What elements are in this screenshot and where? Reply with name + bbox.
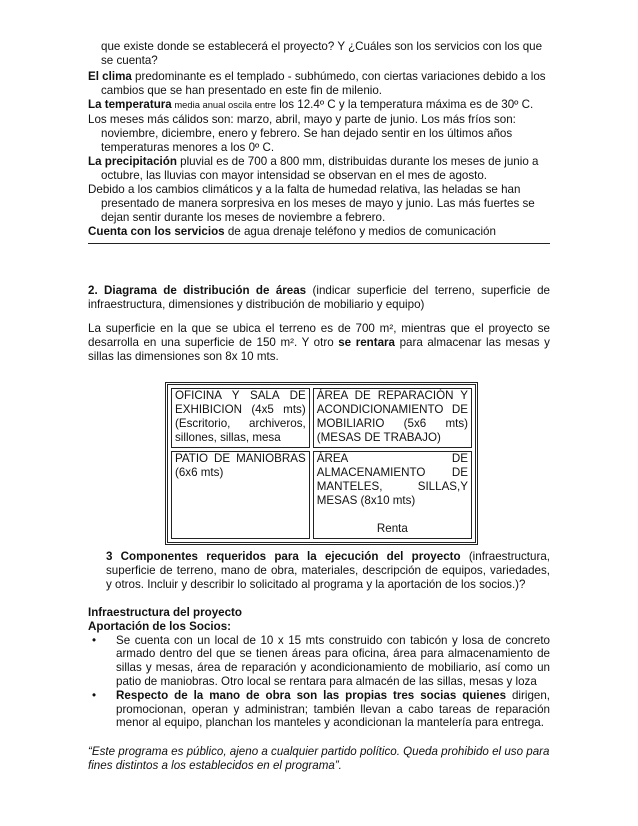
clima-label: El clima (88, 70, 132, 83)
section-3-rest: (infraestructura, superficie de terreno, mano de obra, materiales, descripción de equipos, variedades, y otros. Incluir y describir lo solicitado al programa y la aportación de los socios.)? (106, 550, 551, 591)
aportacion-title: Aportación de los Socios: (88, 619, 232, 633)
temperatura-label: La temperatura (88, 98, 172, 111)
infraestructura-block (88, 606, 550, 730)
meses-paragraph (88, 113, 563, 154)
cell-renta-note: Renta (376, 522, 408, 535)
cell-oficina-text: OFICINA Y SALA DE EXHIBICION (4x5 mts) (Escritorio, archiveros, sillones, sillas, mesa (175, 389, 306, 444)
section-2-title: 2. Diagrama de distribución de áreas (88, 284, 307, 297)
table-row (171, 388, 472, 448)
precipitacion-label: La precipitación (88, 155, 177, 168)
clima-paragraph (88, 70, 563, 98)
cell-reparacion (313, 388, 472, 448)
section-2-paragraph (88, 322, 550, 363)
bullet-icon: • (92, 633, 97, 647)
section-2-para-b: para almacenar las mesas y sillas las dimensiones son 8x 10 mts. (88, 335, 550, 363)
clima-text: predominante es el templado - subhúmedo, con ciertas variaciones debido a los cambios que se han presentado en este fin de milenio. (101, 70, 546, 97)
footer-text: “Este programa es público, ajeno a cualquier partido político. Queda prohibido el uso para fines distintos a los establecidos en el programa”. (88, 745, 550, 772)
list-item (88, 689, 550, 730)
precipitacion-text: pluvial es de 700 a 800 mm, distribuidas durante los meses de junio a octubre, las lluvias con mayor intensidad se observan en el mes de agosto. (101, 155, 539, 182)
cell-almacenamiento (313, 451, 472, 539)
cell-almacenamiento-text: ÁREA DE ALMACENAMIENTO DE MANTELES, SILLAS,Y MESAS (8x10 mts) (316, 452, 468, 507)
precipitacion-paragraph (88, 155, 563, 183)
area-distribution-table (165, 382, 478, 545)
cell-patio (171, 451, 310, 539)
intro-line-2: se cuenta? (101, 53, 158, 67)
intro-question (88, 40, 563, 68)
temperatura-small-text: media anual oscila entre (171, 99, 276, 110)
infraestructura-title: Infraestructura del proyecto (88, 606, 242, 619)
section-2-para-bold: se rentara (338, 335, 395, 349)
list-item (88, 634, 550, 689)
table-row (171, 451, 472, 539)
heladas-paragraph (88, 183, 563, 224)
servicios-text: de agua drenaje teléfono y medios de comunicación (224, 225, 496, 238)
bullet-1-text: Se cuenta con un local de 10 x 15 mts construido con tabicón y losa de concreto armado dentro del que se tienen áreas para oficina, área para almacenamiento de sillas y mesas, área de reparación y acondicionamiento de mobiliario, así como un patio de maniobras. Otro local se rentara para almacén de las sillas, mesas y loza (116, 633, 550, 688)
section-3-paragraph (106, 550, 550, 591)
cell-oficina (171, 388, 310, 448)
servicios-paragraph (88, 225, 550, 239)
temperatura-paragraph (88, 98, 550, 112)
heladas-text: Debido a los cambios climáticos y a la falta de humedad relativa, las heladas se han presentado de manera sorpresiva en los meses de mayo y junio. Las más fuertes se dejan sentir durante los meses de noviembre a febrero. (88, 183, 535, 224)
section-2-para-a: La superficie en la que se ubica el terreno es de 700 m², mientras que el proyecto se desarrolla en una superficie de 150 m². Y otro (88, 322, 550, 349)
temperatura-text: los 12.4º C y la temperatura máxima es de 30º C. (276, 98, 534, 111)
section-2-title-rest: (indicar superficie del terreno, superficie de infraestructura, dimensiones y distribución de mobiliario y equipo) (88, 284, 550, 311)
intro-line-1: que existe donde se establecerá el proyecto? Y ¿Cuáles son los servicios con los que (101, 40, 543, 53)
section-3-title: 3 Componentes requeridos para la ejecución del proyecto (106, 550, 461, 563)
section-2-heading (88, 284, 550, 312)
bullet-2-bold: Respecto de la mano de obra son las propias tres socias quienes (116, 688, 507, 702)
bullet-icon: • (92, 688, 97, 702)
aportacion-list (88, 634, 550, 731)
section-divider (88, 243, 550, 244)
cell-reparacion-text: ÁREA DE REPARACIÓN Y ACONDICIONAMIENTO DE MOBILIARIO (5x6 mts) (MESAS DE TRABAJO) (316, 389, 468, 444)
cell-patio-text: PATIO DE MANIOBRAS (6x6 mts) (175, 452, 306, 479)
footer-disclaimer (88, 745, 550, 773)
meses-text: Los meses más cálidos son: marzo, abril, mayo y parte de junio. Los más fríos son: noviembre, diciembre, enero y febrero. Se han dejado sentir en los últimos años temperaturas menores a los 0º C. (88, 113, 516, 154)
bullet-2-text: dirigen, promocionan, operan y administran; también llevan a cabo tareas de reparación menor al equipo, planchan los manteles y acondicionan la mantelería para entrega. (116, 688, 551, 730)
servicios-label: Cuenta con los servicios (88, 225, 225, 238)
